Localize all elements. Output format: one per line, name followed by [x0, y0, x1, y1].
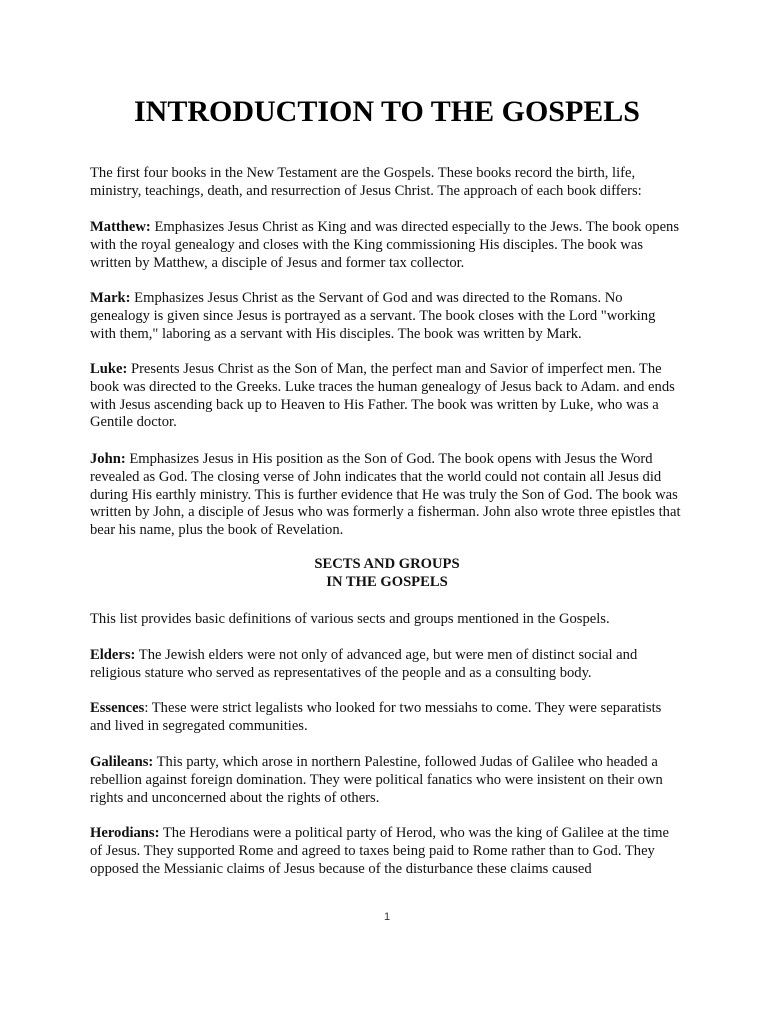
term-description: This party, which arose in northern Palestine, followed Judas of Galilee who headed a rebellion against foreign domination. They were political fanatics who were insistent on their own rights and unconcerned about the rights of others. [90, 754, 663, 806]
term-description: : These were strict legalists who looked for two messiahs to come. They were separatists and lived in segregated communities. [90, 700, 662, 734]
term-description: Presents Jesus Christ as the Son of Man, the perfect man and Savior of imperfect men. The book was directed to the Greeks. Luke traces the human genealogy of Jesus back to Adam. and ends with Jesus ascending back up to Heaven to His Father. The book was written by Luke, who was a Gentile doctor. [90, 361, 675, 431]
term-description: The Jewish elders were not only of advanced age, but were men of distinct social and religious stature who served as representatives of the people and as a consulting body. [90, 647, 638, 681]
page-title: INTRODUCTION TO THE GOSPELS [134, 95, 640, 128]
page-number: 1 [383, 911, 391, 923]
section-title-line-1: SECTS AND GROUPS [314, 556, 460, 572]
term-label: Galileans: [90, 754, 154, 770]
group-entry-galileans [90, 754, 684, 807]
term-label: Mark: [90, 290, 131, 306]
section-title-line-2: IN THE GOSPELS [326, 573, 448, 590]
term-description: Emphasizes Jesus in His position as the Son of God. The book opens with Jesus the Word revealed as God. The closing verse of John indicates that the world could not contain all Jesus did during His earthly ministry. This is further evidence that He was truly the Son of God. The book was written by John, a disciple of Jesus who was formerly a fisherman. John also wrote three epistles that bear his name, plus the book of Revelation. [90, 451, 681, 539]
section-title [90, 556, 684, 592]
section-intro-paragraph: This list provides basic definitions of various sects and groups mentioned in the Gospels. [90, 611, 610, 627]
term-label: Matthew: [90, 219, 151, 235]
term-description: Emphasizes Jesus Christ as the Servant of God and was directed to the Romans. No genealogy is given since Jesus is portrayed as a servant. The book closes with the Lord "working with them," laboring as a servant with His disciples. The book was written by Mark. [90, 290, 656, 342]
term-description: Emphasizes Jesus Christ as King and was directed especially to the Jews. The book opens with the royal genealogy and closes with the King commissioning His disciples. The book was written by Matthew, a disciple of Jesus and former tax collector. [90, 219, 680, 271]
term-label: Luke: [90, 361, 128, 377]
gospel-entry-luke [90, 361, 684, 432]
group-entry-essences [90, 700, 684, 736]
gospel-entry-mark [90, 290, 684, 343]
term-label: Essences [90, 700, 145, 716]
intro-paragraph: The first four books in the New Testament are the Gospels. These books record the birth, life, ministry, teachings, death, and resurrection of Jesus Christ. The approach of each book differs: [90, 165, 642, 199]
gospel-entry-john [90, 451, 684, 540]
gospel-entry-matthew [90, 219, 684, 272]
term-label: John: [90, 451, 126, 467]
term-description: The Herodians were a political party of Herod, who was the king of Galilee at the time of Jesus. They supported Rome and agreed to taxes being paid to Rome rather than to God. They opposed the Messianic claims of Jesus because of the disturbance these claims caused [90, 825, 670, 877]
term-label: Herodians: [90, 825, 160, 841]
document-page [90, 0, 684, 1024]
group-entry-herodians [90, 825, 684, 878]
term-label: Elders: [90, 647, 136, 663]
group-entry-elders [90, 647, 684, 683]
